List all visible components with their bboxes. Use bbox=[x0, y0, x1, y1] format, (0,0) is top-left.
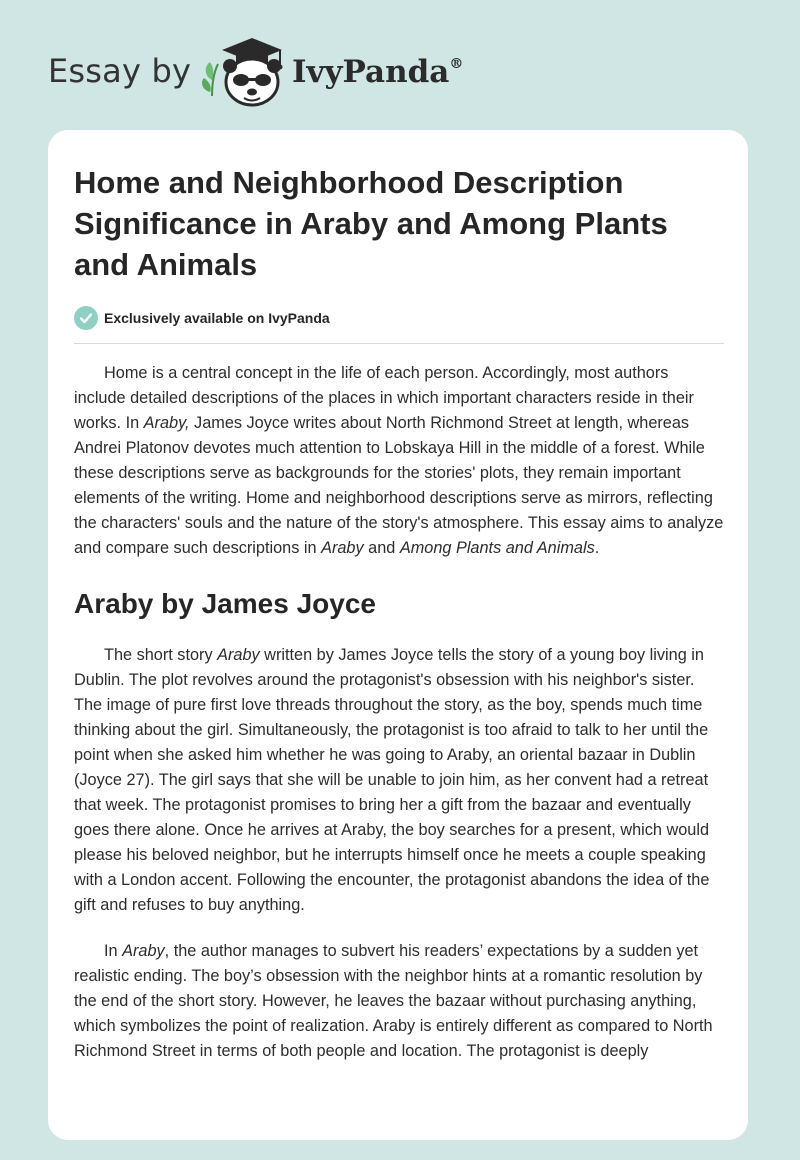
registered-mark: ® bbox=[449, 56, 464, 72]
brand-name[interactable] bbox=[292, 54, 463, 90]
page-title: Home and Neighborhood Description Significance in Araby and Among Plants and Animals bbox=[74, 165, 668, 282]
p2-text-2: , the author manages to subvert his readers’ expectations by a sudden yet realistic ending. The boy’s obsession with the neighbor hints at a romantic resolution by the end of the short story. However, he leaves the bazaar without purchasing anything, which symbolizes the point of realization. Araby is entirely different as compared to North Richmond Street in terms of both people and location. The protagonist is deeply bbox=[74, 942, 713, 1060]
intro-text-3: and bbox=[363, 539, 400, 557]
divider bbox=[74, 343, 724, 344]
section-heading: Araby by James Joyce bbox=[74, 588, 376, 619]
site-header bbox=[0, 0, 800, 125]
exclusive-badge bbox=[74, 305, 724, 331]
p2-emph-1: Araby bbox=[122, 942, 165, 960]
p2-text-1: In bbox=[104, 942, 123, 960]
intro-emph-1: Araby, bbox=[143, 414, 190, 432]
intro-text-1: Home is a central concept in the life of each person. Accordingly, most authors include detailed descriptions of the places in which important characters reside in their works. In bbox=[74, 364, 694, 432]
intro-emph-3: Among Plants and Animals bbox=[399, 539, 595, 557]
body-paragraph-2 bbox=[74, 939, 724, 1064]
intro-paragraph bbox=[74, 361, 724, 561]
intro-text-2: James Joyce writes about North Richmond Street at length, whereas Andrei Platonov devotes much attention to Lobskaya Hill in the middle of a forest. While these descriptions serve as backgrounds for the stories' plots, they remain important elements of the writing. Home and neighborhood descriptions serve as mirrors, reflecting the characters' souls and the nature of the story's atmosphere. This essay aims to analyze and compare such descriptions in bbox=[74, 414, 724, 557]
essay-card bbox=[48, 130, 748, 1140]
p1-text-1: The short story bbox=[104, 646, 218, 664]
exclusive-badge-text: Exclusively available on IvyPanda bbox=[104, 310, 330, 326]
brand-name-text: IvyPanda bbox=[292, 54, 450, 90]
check-circle-icon bbox=[74, 306, 98, 330]
brand-prefix: Essay by bbox=[48, 52, 192, 90]
body-paragraph-1 bbox=[74, 643, 724, 918]
intro-emph-2: Araby bbox=[321, 539, 364, 557]
intro-text-4: . bbox=[594, 539, 600, 557]
essay-content bbox=[74, 162, 724, 1064]
panda-graduate-icon[interactable] bbox=[200, 36, 290, 113]
p1-emph-1: Araby bbox=[217, 646, 260, 664]
p1-text-2: written by James Joyce tells the story of a young boy living in Dublin. The plot revolves around the protagonist's obsession with his neighbor's sister. The image of pure first love threads throughout the story, as the boy, spends much time thinking about the girl. Simultaneously, the protagonist is too afraid to talk to her until the point when she asked him whether he was going to Araby, an oriental bazaar in Dublin (Joyce 27). The girl says that she will be unable to join him, as her convent had a retreat that week. The protagonist promises to bring her a gift from the bazaar and eventually goes there alone. Once he arrives at Araby, the boy searches for a present, which would please his beloved neighbor, but he interrupts himself once he meets a couple speaking with a London accent. Following the encounter, the protagonist abandons the idea of the gift and refuses to buy anything. bbox=[74, 646, 710, 914]
